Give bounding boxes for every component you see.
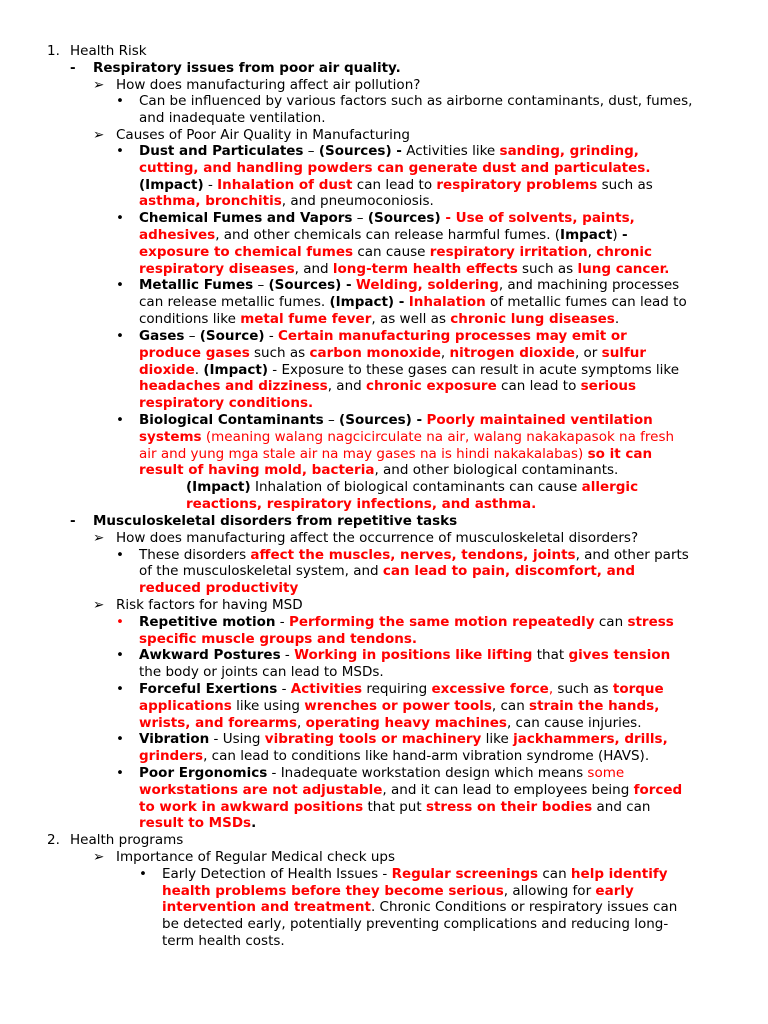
text-run: jackhammers, drills, (513, 731, 668, 747)
rich-line (139, 362, 679, 379)
text-run: , and (327, 378, 366, 394)
text-run: - (277, 681, 291, 697)
text-run: (Impact) (186, 479, 251, 495)
bullet-icon: • (116, 328, 124, 344)
rich-line (139, 799, 650, 816)
text-run: (meaning walang nagcicirculate na air, walang nakakapasok na fresh (201, 429, 675, 445)
text-run: , or (574, 345, 602, 361)
text-run: respiratory diseases (139, 261, 295, 277)
text-run: can lead to (352, 177, 437, 193)
text-run: respiratory problems (436, 177, 598, 193)
rich-line (186, 479, 638, 496)
text-run: the body or joints can lead to MSDs. (139, 664, 384, 680)
text-run: gives tension (568, 647, 671, 663)
question-label: Risk factors for having MSD (116, 597, 303, 613)
text-run: - (203, 177, 218, 193)
rich-line (139, 177, 653, 194)
rich-line (139, 748, 649, 765)
text-run: - (264, 328, 278, 344)
text-run: - (275, 614, 289, 630)
bullet-icon: • (139, 866, 147, 882)
text-run: result to MSDs (139, 815, 252, 831)
text-run: , allowing for (503, 883, 596, 899)
rich-line (139, 631, 417, 648)
dash-marker: - (70, 60, 76, 76)
rich-line (139, 378, 636, 395)
text-run: produce gases (139, 345, 250, 361)
text-run: Awkward Postures (139, 647, 281, 663)
text-run: can (594, 614, 628, 630)
text-run: of the musculoskeletal system, and (139, 563, 383, 579)
rich-line (139, 681, 664, 698)
text-run: some (587, 765, 625, 781)
text-run: – (323, 412, 340, 428)
text-run: , and it can lead to employees being (382, 782, 634, 798)
text-run: . (251, 815, 257, 831)
text-run: can cause (353, 244, 430, 260)
text-run: allergic (581, 479, 639, 495)
text-run: , (587, 244, 597, 260)
rich-line (139, 782, 682, 799)
text-run: . (614, 311, 620, 327)
text-run: (Sources) - (339, 412, 423, 428)
text-run: early (595, 883, 634, 899)
text-run: conditions like (139, 311, 241, 327)
text-run: cutting, and handling powders can generate dust and particulates. (139, 160, 651, 176)
rich-line (139, 462, 618, 479)
text-run: adhesives (139, 227, 216, 243)
bullet-icon: • (116, 547, 124, 563)
bullet-icon: • (116, 731, 124, 747)
rich-line (162, 916, 668, 933)
text-run: that (532, 647, 569, 663)
rich-line (139, 160, 650, 177)
question-label: How does manufacturing affect air pollution? (116, 77, 421, 93)
text-run: - Exposure to these gases can result in acute symptoms like (268, 362, 680, 378)
text-run: systems (139, 429, 202, 445)
text-run: respiratory irritation (429, 244, 588, 260)
rich-line (139, 765, 624, 782)
text-run: chronic exposure (366, 378, 497, 394)
arrow-bullet-icon: ➢ (93, 77, 105, 93)
text-run: Activities like (401, 143, 500, 159)
text-run: reduced productivity (139, 580, 299, 596)
text-run: Poorly maintained ventilation (426, 412, 653, 428)
text-run: Early Detection of Health Issues - (162, 866, 392, 882)
arrow-bullet-icon: ➢ (93, 530, 105, 546)
text-run: can lead to (496, 378, 581, 394)
rich-line (162, 899, 677, 916)
text-run: Welding, soldering (355, 277, 499, 293)
text-run: help identify (570, 866, 668, 882)
text-run: and inadequate ventilation. (139, 110, 326, 126)
text-run: exposure to chemical fumes (139, 244, 354, 260)
rich-line (139, 563, 635, 580)
arrow-bullet-icon: ➢ (93, 127, 105, 143)
rich-line (139, 93, 692, 110)
bullet-icon: • (116, 210, 124, 226)
text-run: serious (580, 378, 637, 394)
section-heading: Health Risk (70, 43, 147, 59)
text-run: specific muscle groups and tendons. (139, 631, 418, 647)
text-run: such as (597, 177, 653, 193)
rich-line (139, 647, 670, 664)
text-run: workstations are not adjustable (139, 782, 383, 798)
dash-marker: - (70, 513, 76, 529)
text-run: , and (294, 261, 333, 277)
text-run: Inhalation of biological contaminants can cause (250, 479, 582, 495)
text-run: requiring (362, 681, 432, 697)
text-run: (Impact) - (329, 294, 405, 310)
subsection-heading: Musculoskeletal disorders from repetitive tasks (93, 513, 458, 529)
text-run: term health costs. (162, 933, 285, 949)
text-run: Certain manufacturing processes may emit or (278, 328, 627, 344)
text-run: respiratory conditions. (139, 395, 314, 411)
text-run: . Chronic Conditions or respiratory issues can (370, 899, 678, 915)
rich-line (139, 446, 652, 463)
text-run: can (538, 866, 571, 882)
list-number: 2. (47, 832, 60, 848)
text-run: Vibration (139, 731, 210, 747)
text-run: vibrating tools or machinery (264, 731, 482, 747)
text-run: Chemical Fumes and Vapors (139, 210, 353, 226)
text-run: to work in awkward positions (139, 799, 364, 815)
rich-line (139, 193, 434, 210)
text-run: lung cancer. (577, 261, 670, 277)
rich-line (139, 614, 674, 631)
bullet-icon: • (116, 143, 124, 159)
arrow-bullet-icon: ➢ (93, 849, 105, 865)
text-run: – (184, 328, 200, 344)
text-run: Biological Contaminants (139, 412, 324, 428)
text-run: Repetitive motion (139, 614, 276, 630)
rich-line (139, 345, 646, 362)
text-run: , as well as (371, 311, 451, 327)
rich-line (139, 294, 687, 311)
text-run: grinders (139, 748, 204, 764)
text-run: , and other biological contaminants. (374, 462, 619, 478)
text-run: , (440, 345, 450, 361)
text-run: - (621, 227, 628, 243)
bullet-icon: • (116, 277, 124, 293)
text-run: Activities (290, 681, 363, 697)
text-run: , and pneumoconiosis. (281, 193, 434, 209)
rich-line (139, 277, 679, 294)
text-run: such as (517, 261, 578, 277)
section-heading: Health programs (70, 832, 184, 848)
text-run: sanding, grinding, (499, 143, 639, 159)
text-run: - (280, 647, 295, 663)
rich-line (139, 731, 668, 748)
text-run: stress on their bodies (425, 799, 593, 815)
rich-line (139, 311, 619, 328)
bullet-icon: • (116, 93, 124, 109)
text-run: (Sources) (367, 210, 441, 226)
text-run: forced (633, 782, 683, 798)
text-run: so it can (587, 446, 653, 462)
text-run: wrenches or power tools (304, 698, 492, 714)
text-run: Forceful Exertions (139, 681, 278, 697)
text-run: such as (249, 345, 310, 361)
text-run: stress (627, 614, 674, 630)
text-run: torque (612, 681, 664, 697)
text-run: Performing the same motion repeatedly (288, 614, 595, 630)
text-run: , and other chemicals can release harmful fumes. ( (215, 227, 561, 243)
rich-line (139, 698, 659, 715)
text-run: ) (612, 227, 622, 243)
text-run: - Use of solvents, paints, (440, 210, 635, 226)
text-run: wrists, and forearms (139, 715, 298, 731)
text-run: , (297, 715, 306, 731)
text-run: . (194, 362, 204, 378)
rich-line (139, 580, 298, 597)
text-run: , and other parts (575, 547, 689, 563)
text-run: – (303, 143, 319, 159)
rich-line (139, 210, 635, 227)
text-run: chronic (596, 244, 653, 260)
text-run: like using (231, 698, 305, 714)
text-run: Dust and Particulates (139, 143, 304, 159)
text-run: affect the muscles, nerves, tendons, joints (250, 547, 576, 563)
text-run: strain the hands, (529, 698, 660, 714)
text-run: result of having mold, bacteria (139, 462, 375, 478)
rich-line (139, 110, 326, 127)
text-run: (Source) (199, 328, 265, 344)
rich-line (139, 227, 628, 244)
text-run: , and machining processes (498, 277, 680, 293)
text-run: applications (139, 698, 232, 714)
text-run: Regular screenings (391, 866, 539, 882)
bullet-icon: • (116, 614, 124, 630)
arrow-bullet-icon: ➢ (93, 597, 105, 613)
text-run: (Sources) - (318, 143, 402, 159)
text-run: Working in positions like lifting (294, 647, 533, 663)
text-run: nitrogen dioxide (449, 345, 575, 361)
text-run: These disorders (139, 547, 251, 563)
text-run: can lead to pain, discomfort, and (382, 563, 635, 579)
text-run: Metallic Fumes (139, 277, 254, 293)
bullet-icon: • (116, 765, 124, 781)
rich-line (139, 664, 384, 681)
text-run: Gases (139, 328, 185, 344)
rich-line (162, 933, 285, 950)
rich-line (139, 143, 639, 160)
rich-line (139, 395, 313, 412)
text-run: metal fume fever (240, 311, 372, 327)
text-run: Inhalation (408, 294, 486, 310)
text-run: of metallic fumes can lead to (485, 294, 687, 310)
text-run: that put (363, 799, 426, 815)
text-run: chronic lung diseases (450, 311, 615, 327)
text-run: sulfur (601, 345, 647, 361)
rich-line (139, 328, 627, 345)
question-label: How does manufacturing affect the occurrence of musculoskeletal disorders? (116, 530, 639, 546)
text-run: – (352, 210, 368, 226)
rich-line (139, 815, 256, 832)
text-run: , can (491, 698, 530, 714)
rich-line (139, 715, 642, 732)
question-label: Importance of Regular Medical check ups (116, 849, 396, 865)
text-run: - Using (209, 731, 265, 747)
text-run: Inhalation of dust (217, 177, 353, 193)
text-run: (Impact) (139, 177, 204, 193)
text-run: carbon monoxide (309, 345, 441, 361)
rich-line (139, 429, 674, 446)
bullet-icon: • (116, 412, 124, 428)
question-label: Causes of Poor Air Quality in Manufacturing (116, 127, 410, 143)
text-run: , can lead to conditions like hand-arm vibration syndrome (HAVS). (203, 748, 650, 764)
text-run: (Impact) (203, 362, 268, 378)
list-number: 1. (47, 43, 60, 59)
text-run: – (253, 277, 269, 293)
text-run: and can (592, 799, 651, 815)
text-run: , can cause injuries. (506, 715, 642, 731)
text-run: headaches and dizziness (139, 378, 328, 394)
rich-line (139, 412, 653, 429)
text-run: Can be influenced by various factors such as airborne contaminants, dust, fumes, (139, 93, 693, 109)
text-run: - Inadequate workstation design which means (267, 765, 588, 781)
text-run: be detected early, potentially preventing complications and reducing long- (162, 916, 669, 932)
rich-line (162, 883, 634, 900)
rich-line (139, 261, 669, 278)
text-run: long-term health effects (332, 261, 518, 277)
text-run: reactions, respiratory infections, and asthma. (186, 496, 537, 512)
text-run: asthma, bronchitis (139, 193, 282, 209)
text-run: Impact (560, 227, 613, 243)
text-run: such as (553, 681, 613, 697)
subsection-heading: Respiratory issues from poor air quality. (93, 60, 401, 76)
text-run: air and yung mga stale air na may gases na is hindi nakakalabas) (139, 446, 584, 462)
text-run: , (548, 681, 554, 697)
text-run: health problems before they become serious (162, 883, 504, 899)
text-run: dioxide (139, 362, 195, 378)
rich-line (139, 244, 652, 261)
text-run: like (481, 731, 514, 747)
text-run: excessive force (431, 681, 549, 697)
text-run: operating heavy machines (305, 715, 507, 731)
text-run: intervention and treatment (162, 899, 371, 915)
rich-line (162, 866, 668, 883)
bullet-icon: • (116, 647, 124, 663)
text-run: Poor Ergonomics (139, 765, 268, 781)
rich-line (186, 496, 536, 513)
rich-line (139, 547, 689, 564)
text-run: can release metallic fumes. (139, 294, 330, 310)
bullet-icon: • (116, 681, 124, 697)
text-run: (Sources) - (268, 277, 352, 293)
